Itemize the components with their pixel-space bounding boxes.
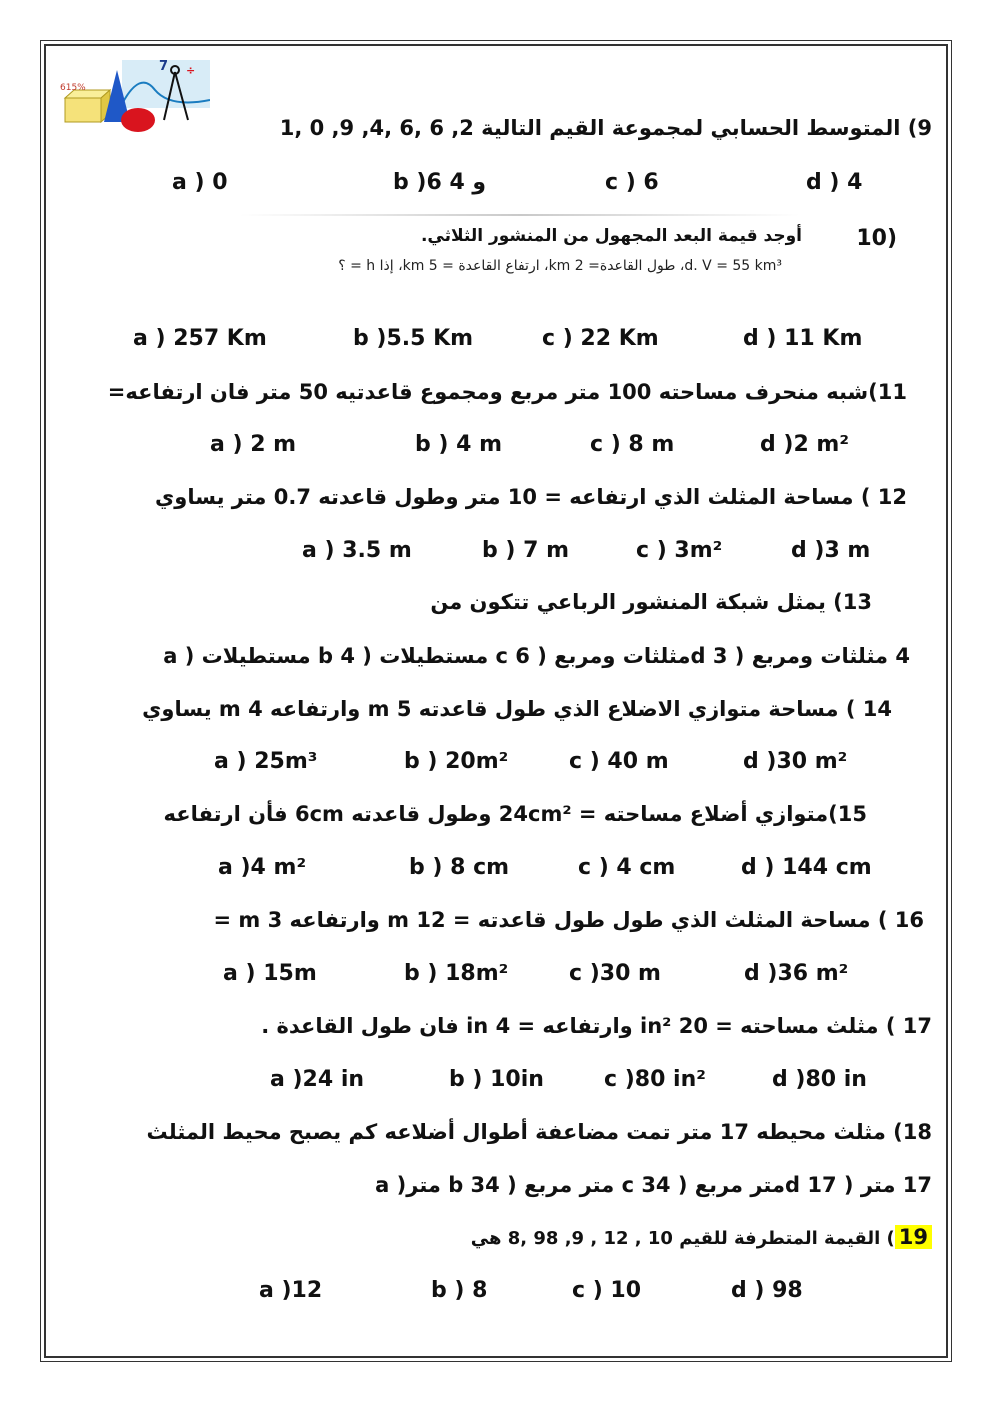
- q12-option-d: d )3 m: [791, 538, 871, 563]
- q11-option-c: c ) 8 m: [590, 432, 675, 457]
- q10-option-c: c ) 22 Km: [542, 326, 659, 351]
- q9-option-c: c ) 6: [605, 170, 659, 195]
- question-16: 16 ) مساحة المثلث الذي طول طول قاعدته = 12 m وارتفاعه 3 m =: [213, 908, 924, 932]
- question-12: 12 ) مساحة المثلث الذي ارتفاعه = 10 متر وطول قاعدته 0.7 متر يساوي: [155, 485, 907, 509]
- q11-option-d: d )2 m²: [760, 432, 849, 457]
- q9-option-a: a ) 0: [172, 170, 228, 195]
- question-19-number: 19: [895, 1225, 932, 1249]
- svg-text:÷: ÷: [186, 64, 196, 77]
- question-9: 9) المتوسط الحسابي لمجموعة القيم التالية 2, 6 ,6 ,4, 9, 0 ,1: [279, 116, 932, 140]
- q11-option-a: a ) 2 m: [210, 432, 297, 457]
- question-14: 14 ) مساحة متوازي الاضلاع الذي طول قاعدته 5 m وارتفاعه 4 m يساوي: [142, 697, 892, 721]
- question-10-number: 10): [856, 226, 897, 251]
- q18-options: 17 متر ( d 17متر مربع ( c 34 متر مربع ( b 34 متر( a: [375, 1173, 932, 1197]
- q12-option-c: c ) 3m²: [636, 538, 723, 563]
- q19-option-a: a )12: [259, 1278, 323, 1303]
- q10-insert-divider: [240, 214, 800, 216]
- q12-option-b: b ) 7 m: [482, 538, 570, 563]
- q17-option-d: d )80 in: [772, 1067, 867, 1092]
- q14-option-c: c ) 40 m: [569, 749, 669, 774]
- q9-option-b: b )6 و 4: [393, 170, 487, 195]
- svg-text:7: 7: [159, 60, 169, 74]
- q19-option-d: d ) 98: [731, 1278, 803, 1303]
- q19-option-c: c ) 10: [572, 1278, 642, 1303]
- q15-option-c: c ) 4 cm: [578, 855, 676, 880]
- svg-text:615%: 615%: [60, 83, 86, 93]
- question-15: 15)متوازي أضلاع مساحته = 24cm² وطول قاعدته 6cm فأن ارتفاعه: [163, 802, 867, 826]
- q17-option-b: b ) 10in: [449, 1067, 544, 1092]
- q13-options: 4 مثلثات ومربع ( d 3مثلثات ومربع ( c 6 مستطيلات ( b 4 مستطيلات ( a: [163, 644, 910, 668]
- question-18: 18) مثلث محيطه 17 متر تمت مضاعفة أطوال أضلاعه كم يصبح محيط المثلث: [146, 1120, 932, 1144]
- q10-insert-subtext: d. V = 55 km³، طول القاعدة= 2 km، ارتفاع القاعدة = 5 km، إذا h = ؟: [338, 258, 782, 274]
- q14-option-d: d )30 m²: [743, 749, 848, 774]
- q10-option-a: a ) 257 Km: [133, 326, 267, 351]
- q12-option-a: a ) 3.5 m: [302, 538, 412, 563]
- question-17: 17 ) مثلث مساحته = 20 in² وارتفاعه = 4 in فان طول القاعدة .: [261, 1014, 932, 1038]
- q17-option-c: c )80 in²: [604, 1067, 706, 1092]
- q16-option-c: c )30 m: [569, 961, 661, 986]
- q16-option-a: a ) 15m: [223, 961, 317, 986]
- q10-insert-title: أوجد قيمة البعد المجهول من المنشور الثلاثي.: [420, 226, 802, 246]
- q16-option-b: b ) 18m²: [404, 961, 509, 986]
- q15-option-d: d ) 144 cm: [741, 855, 872, 880]
- math-logo-icon: [60, 60, 210, 135]
- q16-option-d: d )36 m²: [744, 961, 849, 986]
- q10-option-d: d ) 11 Km: [743, 326, 863, 351]
- q15-option-b: b ) 8 cm: [409, 855, 510, 880]
- question-11: 11)شبه منحرف مساحته 100 متر مربع ومجموع قاعدتيه 50 متر فان ارتفاعه=: [107, 380, 907, 404]
- q10-option-b: b )5.5 Km: [353, 326, 474, 351]
- q14-option-b: b ) 20m²: [404, 749, 509, 774]
- q17-option-a: a )24 in: [270, 1067, 365, 1092]
- q9-option-d: d ) 4: [806, 170, 863, 195]
- question-13: 13) يمثل شبكة المنشور الرباعي تتكون من: [430, 590, 872, 614]
- q15-option-a: a )4 m²: [218, 855, 307, 880]
- q14-option-a: a ) 25m³: [214, 749, 318, 774]
- q11-option-b: b ) 4 m: [415, 432, 503, 457]
- question-19: 19) القيمة المتطرفة للقيم 10 , 12 , 9, 98 ,8 هي: [471, 1225, 932, 1249]
- q19-option-b: b ) 8: [431, 1278, 488, 1303]
